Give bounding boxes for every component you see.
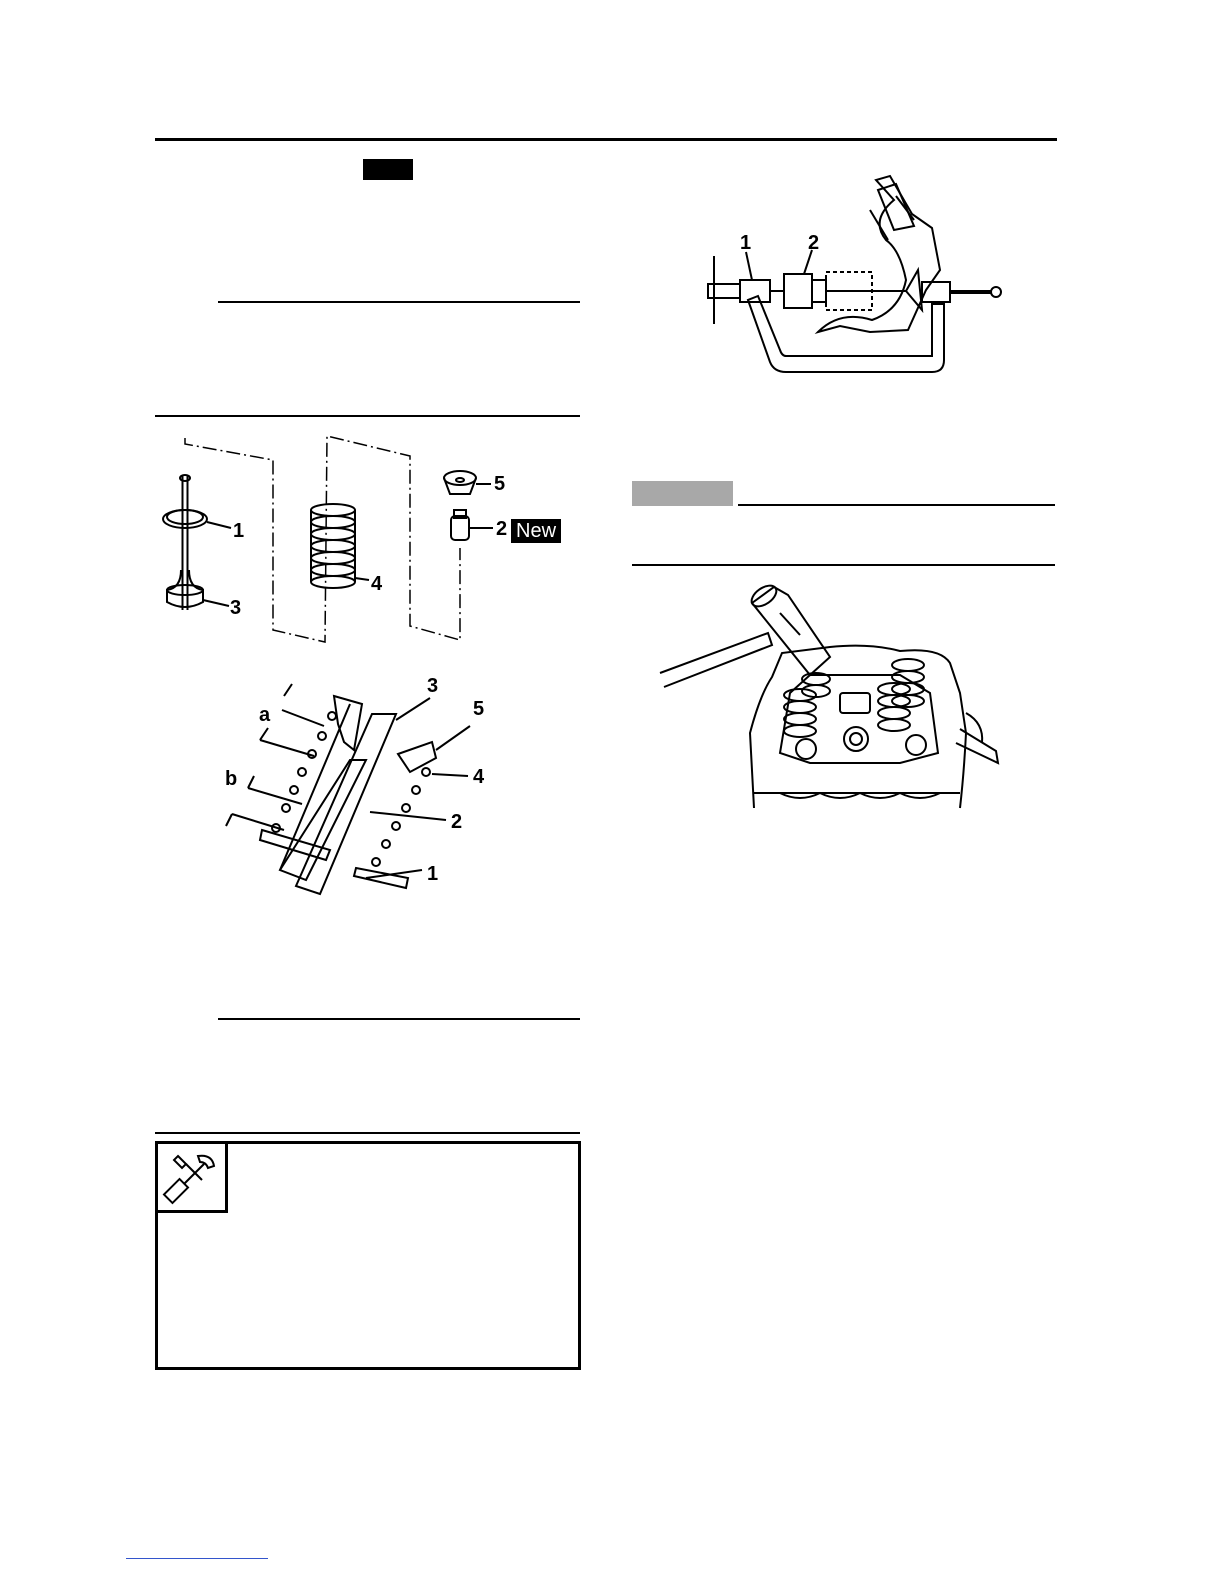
new-part-badge: New xyxy=(511,519,561,543)
dimension-label-b: b xyxy=(225,768,238,790)
wrench-tool-icon xyxy=(164,1150,220,1206)
part-label-3: 3 xyxy=(230,597,242,619)
footer-link-underline[interactable] xyxy=(126,1557,268,1559)
valve-spring-compressor-diagram xyxy=(700,160,1010,380)
section-label-1: 1 xyxy=(427,863,439,885)
header-rule xyxy=(155,138,1057,141)
section-tab xyxy=(363,159,413,180)
part-label-2: 2 xyxy=(496,518,508,540)
section-divider xyxy=(155,415,580,417)
part-label-1: 1 xyxy=(233,520,245,542)
tool-section-rule xyxy=(155,1132,580,1134)
section-label-3: 3 xyxy=(427,675,439,697)
valve-parts-diagram xyxy=(155,430,585,660)
part-label-4: 4 xyxy=(371,573,383,595)
special-tool-box xyxy=(155,1141,581,1370)
caution-rule-bottom xyxy=(632,564,1055,566)
cylinder-head-hammer-diagram xyxy=(660,583,1010,808)
section-label-5: 5 xyxy=(473,698,485,720)
caution-rule-top xyxy=(738,504,1055,506)
compressor-label-2: 2 xyxy=(808,232,820,254)
caution-tab xyxy=(632,481,733,506)
section-label-2: 2 xyxy=(451,811,463,833)
part-label-5: 5 xyxy=(494,473,506,495)
section-label-4: 4 xyxy=(473,766,485,788)
note-rule-top xyxy=(218,301,580,303)
compressor-label-1: 1 xyxy=(740,232,752,254)
tool-icon-box xyxy=(158,1144,228,1213)
dimension-label-a: a xyxy=(259,704,271,726)
note-rule-bottom xyxy=(218,1018,580,1020)
